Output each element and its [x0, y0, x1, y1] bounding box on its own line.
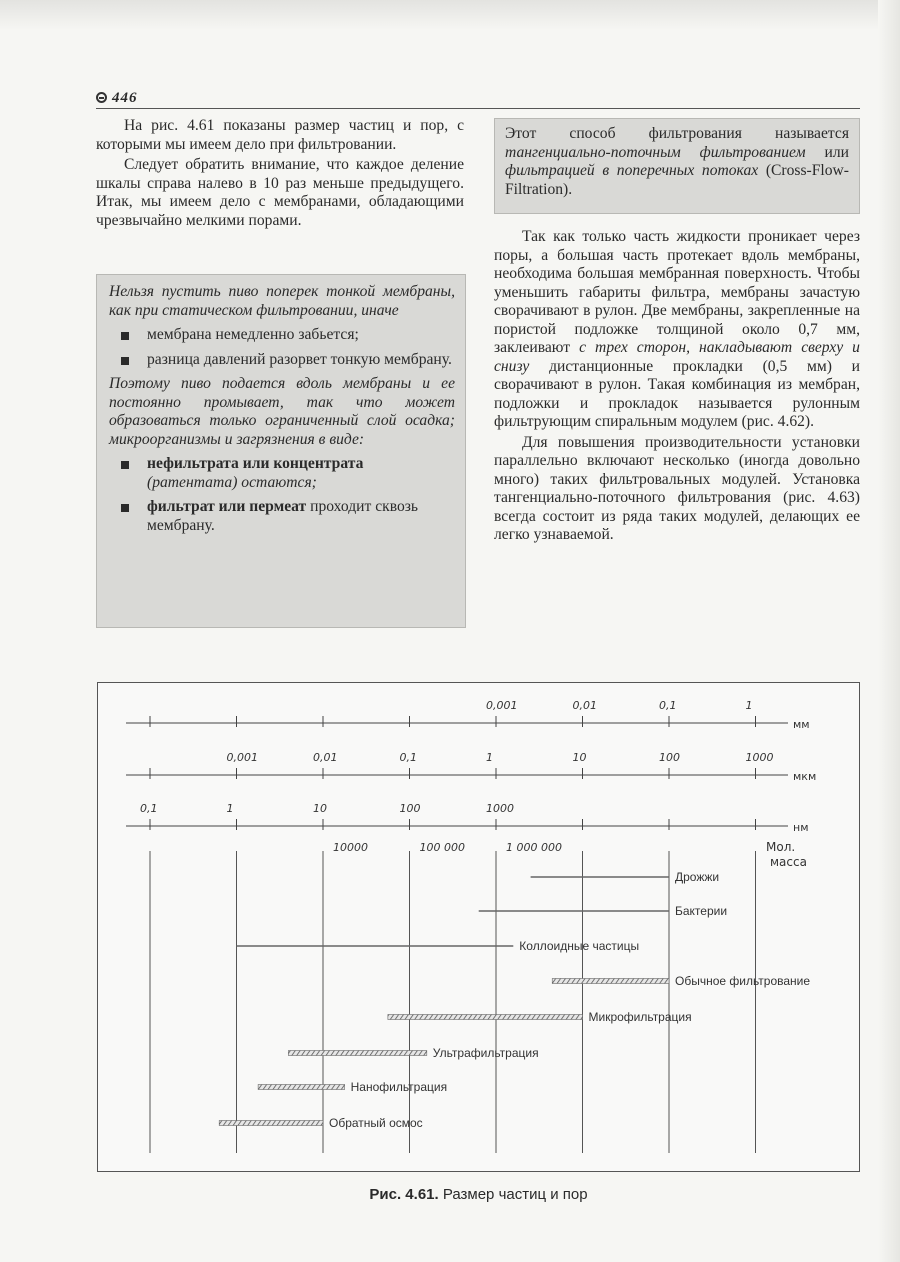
- range-label: Нанофильтрация: [350, 1080, 448, 1094]
- scale-tick-label: 1: [486, 751, 493, 764]
- paragraph: Следует обратить внимание, что каждое деление шкалы справа налево в 10 раз меньше предыдущего. Итак, мы имеем дело с мембранами, обладающими чрезвычайно мелкими порами.: [96, 156, 464, 229]
- range-label: Ультрафильтрация: [432, 1046, 539, 1060]
- page-number: [96, 90, 138, 107]
- term-bold: фильтрат или пермеат: [147, 498, 307, 515]
- list-item: мембрана немедленно забьется;: [109, 326, 455, 345]
- scale-tick-label: 100: [399, 802, 421, 815]
- scale-tick-label: 1000: [486, 802, 514, 815]
- scale-tick-label: 0,1: [399, 751, 417, 764]
- range-label: Обратный осмос: [329, 1116, 423, 1130]
- text-run-italic: тангенциально-поточным фильтрованием: [505, 143, 806, 161]
- figure-diagram: [98, 683, 861, 1173]
- left-column: [96, 117, 464, 232]
- mol-mass-label: 1 000 000: [506, 841, 562, 854]
- term-rest: (ратентата) остаются;: [147, 473, 317, 491]
- figure-caption: [97, 1186, 860, 1203]
- text-run: дистанционные прокладки (0,5 мм) и сворачивают в рулон. Такая комбинация из мембран, подложки и прокладок называется рулонным фильтрующим спиральным модулем (рис. 4.62).: [494, 357, 860, 430]
- text-run: Так как только часть жидкости проникает через поры, а большая часть протекает вдоль мембраны, необходима большая мембранная поверхность. Чтобы уменьшить габариты фильтра, мембраны зачастую сворачивают в рулон. Две мембраны, закрепленные на пористой подложке толщиной около 0,7 мм, заклеивают: [494, 228, 860, 356]
- range-bar-hatched: [552, 979, 669, 984]
- page-header: [96, 90, 860, 109]
- range-label: Коллоидные частицы: [519, 939, 640, 953]
- list-item: [109, 455, 455, 492]
- scale-tick-label: 0,001: [226, 751, 258, 764]
- scan-right-shadow: [878, 0, 900, 1262]
- text-run-italic: фильтрацией в поперечных потоках: [505, 162, 759, 179]
- scale-tick-label: 10: [313, 802, 327, 815]
- range-label: Бактерии: [675, 904, 728, 918]
- text-run: (Cross-Flow-Filtration).: [505, 162, 849, 198]
- paragraph: На рис. 4.61 показаны размер частиц и пор, с которыми мы имеем дело при фильтровании.: [96, 117, 464, 153]
- scale-tick-label: 0,1: [659, 699, 677, 712]
- paragraph: Для повышения производительности установки параллельно включают несколько (иногда довольно много) таких фильтровальных модулей. Установка тангенциально-поточного фильтрования (рис. 4.63) всегда состоит из ряда таких модулей, делающих ее легко узнаваемой.: [494, 433, 860, 543]
- scale-unit-label: мм: [793, 718, 810, 731]
- mol-mass-label: 10000: [333, 841, 368, 854]
- range-bar-hatched: [288, 1051, 426, 1056]
- scale-tick-label: 0,001: [486, 699, 518, 712]
- scale-unit-label: мкм: [793, 770, 817, 783]
- range-bar-hatched: [258, 1085, 345, 1090]
- range-label: Обычное фильтрование: [675, 974, 811, 988]
- box-intro: Нельзя пустить пиво поперек тонкой мембраны, как при статическом фильтровании, иначе: [109, 283, 455, 319]
- paragraph: [494, 228, 860, 432]
- page-number-text: 446: [112, 90, 138, 106]
- mol-mass-title: масса: [770, 855, 807, 869]
- scale-tick-label: 1: [745, 699, 753, 712]
- particle-size-figure: [97, 682, 860, 1172]
- term-bold: нефильтрата или концентрата: [147, 455, 364, 472]
- scale-tick-label: 0,01: [572, 699, 597, 712]
- range-label: Микрофильтрация: [588, 1010, 692, 1024]
- info-box-right: [494, 118, 860, 214]
- scale-tick-label: 0,1: [140, 802, 158, 815]
- mol-mass-label: 100 000: [419, 841, 465, 854]
- list-item: разница давлений разорвет тонкую мембрану.: [109, 351, 455, 370]
- scale-tick-label: 1: [226, 802, 234, 815]
- list-item: [109, 498, 455, 535]
- caption-label: Рис. 4.61.: [369, 1186, 439, 1203]
- range-bar-hatched: [388, 1015, 583, 1020]
- caption-text: Размер частиц и пор: [442, 1186, 588, 1203]
- box-text: [505, 125, 849, 199]
- scale-tick-label: 10: [572, 751, 587, 764]
- scale-tick-label: 0,01: [313, 751, 338, 764]
- right-column: [494, 228, 860, 547]
- scale-tick-label: 100: [659, 751, 680, 764]
- text-run-italic: с трех сторон, накладывают сверху и снизу: [494, 339, 860, 375]
- text-run: Этот способ фильтрования называется: [505, 125, 849, 142]
- text-run: или: [805, 143, 849, 161]
- mol-mass-title: Мол.: [766, 840, 796, 854]
- book-icon: [96, 92, 107, 103]
- scan-top-shadow: [0, 0, 900, 30]
- scale-tick-label: 1000: [745, 751, 774, 764]
- bullet-list: [109, 326, 455, 369]
- scale-unit-label: нм: [793, 821, 809, 834]
- term-rest: проходит сквозь мембрану.: [147, 498, 419, 534]
- info-box-left: [96, 274, 466, 628]
- range-label: Дрожжи: [675, 870, 720, 884]
- box-paragraph: Поэтому пиво подается вдоль мембраны и ее постоянно промывает, так что может образоваться только ограниченный слой осадка; микроорганизмы и загрязнения в виде:: [109, 375, 455, 448]
- bullet-list: [109, 455, 455, 535]
- range-bar-hatched: [219, 1121, 323, 1126]
